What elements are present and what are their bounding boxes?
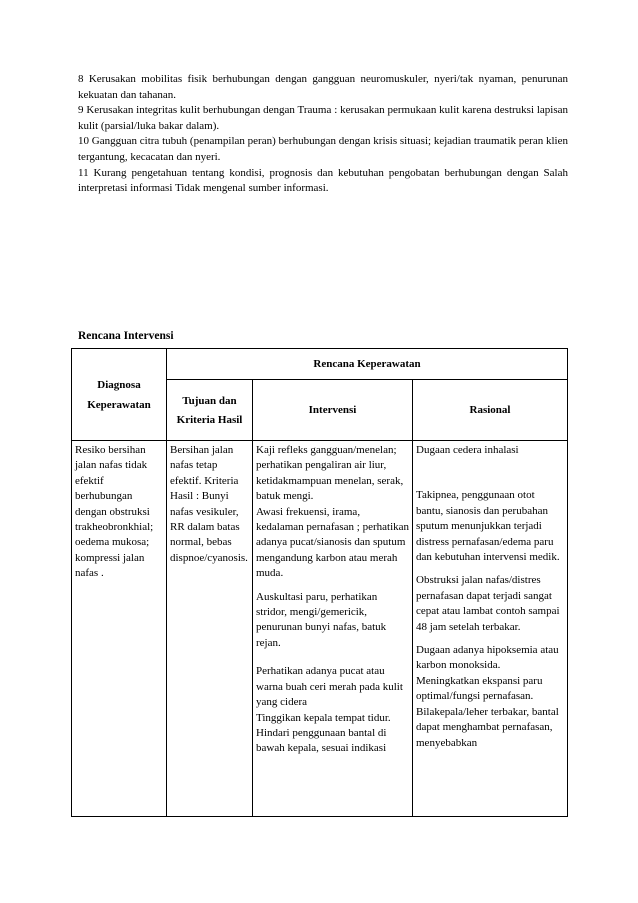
intervensi-item: Tinggikan kepala tempat tidur. Hindari penggunaan bantal di bawah kepala, sesuai indikasi <box>256 711 391 755</box>
cell-rasional <box>413 441 568 817</box>
header-rasional: Rasional <box>413 380 568 441</box>
section-title: Rencana Intervensi <box>78 330 174 342</box>
rasional-item: Obstruksi jalan nafas/distres pernafasan dapat terjadi sangat cepat atau lambat contoh sampai 48 jam setelah terbakar. <box>416 574 560 633</box>
intervensi-item: Auskultasi paru, perhatikan stridor, mengi/gemericik, penurunan bunyi nafas, batuk rejan. <box>256 590 387 649</box>
intervensi-item: Kaji refleks gangguan/menelan; perhatikan pengaliran air liur, ketidakmampuan menelan, serak, batuk mengi. <box>256 444 404 503</box>
rasional-item: Takipnea, penggunaan otot bantu, sianosis dan perubahan sputum menunjukkan terjadi distress pernafasan/edema paru dan kebutuhan intervensi medik. <box>416 489 560 564</box>
list-item-10: 10 Gangguan citra tubuh (penampilan peran) berhubungan dengan krisis situasi; kejadian traumatik peran klien tergantung, kecacatan dan nyeri. <box>78 135 568 163</box>
rasional-item: Dugaan cedera inhalasi <box>416 444 519 456</box>
intervensi-item: Perhatikan adanya pucat atau warna buah ceri merah pada kulit yang cidera <box>256 665 403 709</box>
intervensi-item: Awasi frekuensi, irama, kedalaman pernafasan ; perhatikan adanya pucat/sianosis dan sputum mengandung karbon atau merah muda. <box>256 505 410 580</box>
list-item-9: 9 Kerusakan integritas kulit berhubungan dengan Trauma : kerusakan permukaan kulit karena destruksi lapisan kulit (parsial/luka bakar dalam). <box>78 104 568 132</box>
rasional-item: Bilakepala/leher terbakar, bantal dapat menghambat pernafasan, menyebabkan <box>416 705 559 749</box>
list-item-8: 8 Kerusakan mobilitas fisik berhubungan dengan gangguan neuromuskuler, nyeri/tak nyaman, penurunan kekuatan dan tahanan. <box>78 73 568 101</box>
list-item-11: 11 Kurang pengetahuan tentang kondisi, prognosis dan kebutuhan pengobatan berhubungan dengan Salah interpretasi informasi Tidak mengenal sumber informasi. <box>78 166 568 195</box>
header-tujuan: Tujuan dan Kriteria Hasil <box>167 380 253 441</box>
cell-intervensi <box>253 441 413 817</box>
diagnosis-list <box>78 72 568 197</box>
header-intervensi: Intervensi <box>253 380 413 441</box>
header-diagnosa: Diagnosa Keperawatan <box>72 349 167 441</box>
rasional-item: Dugaan adanya hipoksemia atau karbon monoksida. <box>416 644 559 672</box>
cell-diagnosa: Resiko bersihan jalan nafas tidak efektif berhubungan dengan obstruksi trakheobronkhial; oedema mukosa; kompressi jalan nafas . <box>72 441 167 817</box>
cell-tujuan: Bersihan jalan nafas tetap efektif. Kriteria Hasil : Bunyi nafas vesikuler, RR dalam batas normal, bebas dispnoe/cyanosis. <box>167 441 253 817</box>
rasional-item: Meningkatkan ekspansi paru optimal/fungsi pernafasan. <box>416 674 543 703</box>
intervention-table <box>71 348 568 817</box>
header-rencana-keperawatan: Rencana Keperawatan <box>167 349 568 380</box>
